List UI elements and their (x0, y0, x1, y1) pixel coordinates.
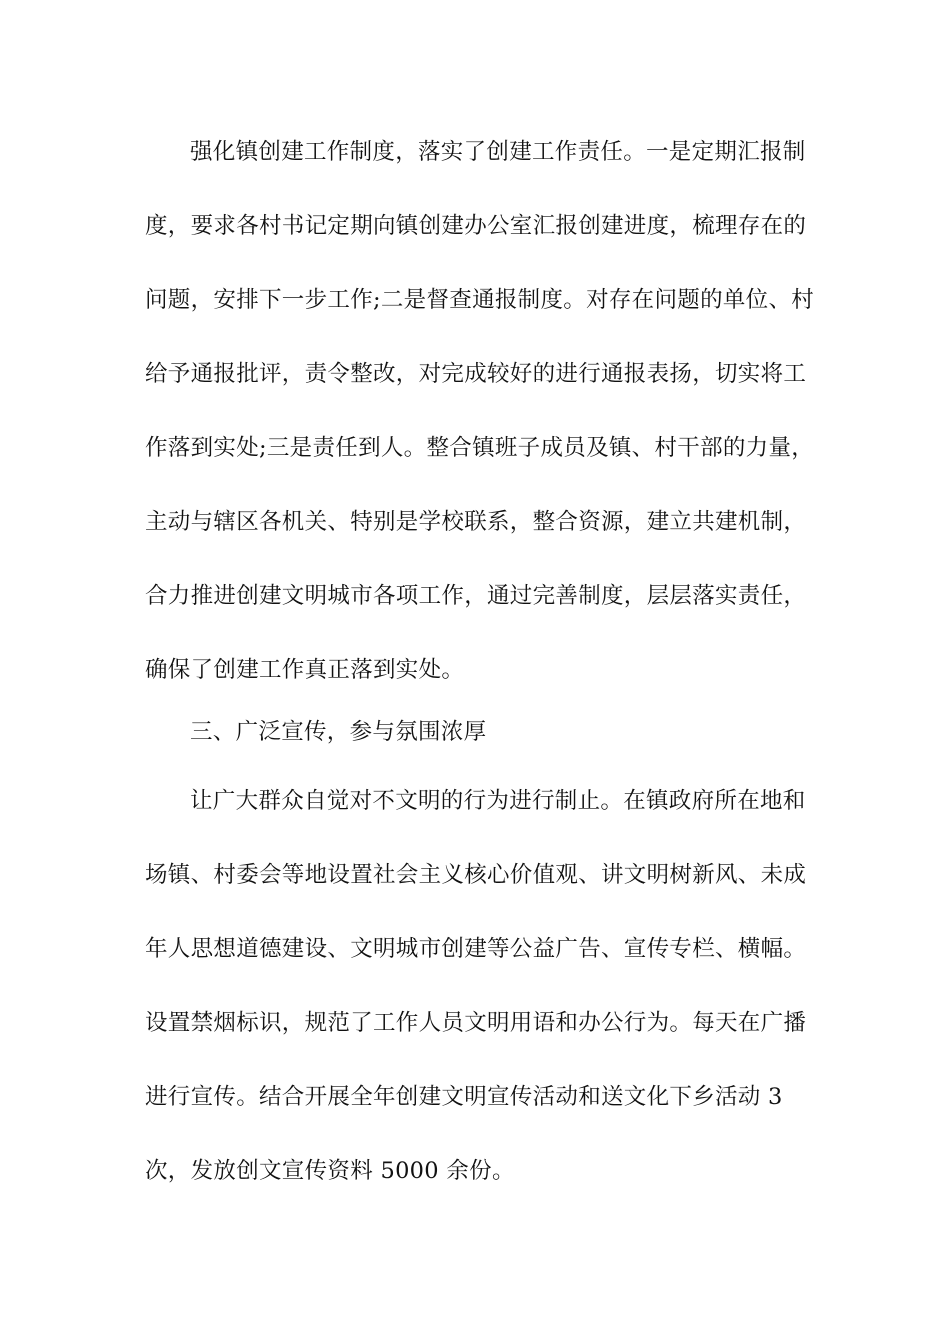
paragraph-1-line-2: 度，要求各村书记定期向镇创建办公室汇报创建进度，梳理存在的 (145, 213, 807, 239)
paragraph-2-line-4: 设置禁烟标识，规范了工作人员文明用语和办公行为。每天在广播 (145, 1010, 807, 1036)
paragraph-1-line-4: 给予通报批评，责令整改，对完成较好的进行通报表扬，切实将工 (145, 361, 807, 387)
paragraph-1-line-1: 强化镇创建工作制度，落实了创建工作责任。一是定期汇报制 (190, 139, 806, 165)
paragraph-2-line-3: 年人思想道德建设、文明城市创建等公益广告、宣传专栏、横幅。 (145, 936, 807, 962)
paragraph-2-line-6: 次，发放创文宣传资料 5000 余份。 (145, 1158, 515, 1184)
paragraph-2-line-2: 场镇、村委会等地设置社会主义核心价值观、讲文明树新风、未成 (145, 862, 807, 888)
paragraph-1-line-6: 主动与辖区各机关、特别是学校联系，整合资源，建立共建机制， (145, 509, 807, 535)
paragraph-1-line-5: 作落到实处;三是责任到人。整合镇班子成员及镇、村干部的力量， (145, 435, 815, 461)
paragraph-2-line-1: 让广大群众自觉对不文明的行为进行制止。在镇政府所在地和 (190, 788, 806, 814)
paragraph-2-line-5: 进行宣传。结合开展全年创建文明宣传活动和送文化下乡活动 3 (145, 1084, 783, 1110)
paragraph-1-line-7: 合力推进创建文明城市各项工作，通过完善制度，层层落实责任， (145, 583, 807, 609)
section-3-heading: 三、广泛宣传，参与氛围浓厚 (190, 719, 487, 745)
paragraph-1-line-8: 确保了创建工作真正落到实处。 (145, 657, 465, 683)
paragraph-1-line-3: 问题，安排下一步工作;二是督查通报制度。对存在问题的单位、村 (145, 287, 815, 313)
